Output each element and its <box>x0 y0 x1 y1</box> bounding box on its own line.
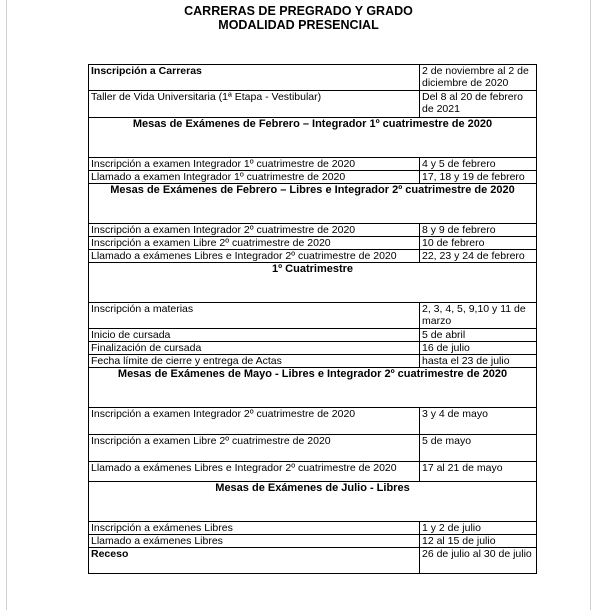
event-date: 3 y 4 de mayo <box>420 408 537 435</box>
event-label: Finalización de cursada <box>89 342 420 355</box>
event-label: Llamado a exámenes Libres e Integrador 2º cuatrimestre de 2020 <box>89 250 420 263</box>
section-header-row <box>89 368 537 408</box>
event-date: 5 de abril <box>420 329 537 342</box>
document-subtitle: MODALIDAD PRESENCIAL <box>218 18 379 32</box>
table-row <box>89 158 537 171</box>
section-header: Mesas de Exámenes de Julio - Libres <box>89 482 537 522</box>
table-row <box>89 303 537 329</box>
event-label: Inscripción a examen Integrador 2º cuatrimestre de 2020 <box>89 408 420 435</box>
event-date: 10 de febrero <box>420 237 537 250</box>
section-header: Mesas de Exámenes de Febrero – Libres e Integrador 2º cuatrimestre de 2020 <box>89 184 537 224</box>
event-date: 22, 23 y 24 de febrero <box>420 250 537 263</box>
event-date: 2 de noviembre al 2 de diciembre de 2020 <box>420 65 537 91</box>
table-row <box>89 329 537 342</box>
section-header: Mesas de Exámenes de Mayo - Libres e Integrador 2º cuatrimestre de 2020 <box>89 368 537 408</box>
table-row <box>89 250 537 263</box>
event-label: Inscripción a examen Integrador 2º cuatrimestre de 2020 <box>89 224 420 237</box>
table-row <box>89 171 537 184</box>
event-date: 26 de julio al 30 de julio <box>420 548 537 574</box>
event-date: hasta el 23 de julio <box>420 355 537 368</box>
table-row <box>89 224 537 237</box>
event-label: Fecha límite de cierre y entrega de Actas <box>89 355 420 368</box>
event-label: Inscripción a exámenes Libres <box>89 522 420 535</box>
event-date: Del 8 al 20 de febrero de 2021 <box>420 91 537 118</box>
table-row <box>89 237 537 250</box>
section-header: Mesas de Exámenes de Febrero – Integrador 1º cuatrimestre de 2020 <box>89 118 537 158</box>
event-date: 17, 18 y 19 de febrero <box>420 171 537 184</box>
event-date: 16 de julio <box>420 342 537 355</box>
event-label: Inscripción a materias <box>89 303 420 329</box>
section-header-row <box>89 482 537 522</box>
event-label: Inscripción a examen Libre 2º cuatrimestre de 2020 <box>89 435 420 462</box>
calendar-table <box>88 64 537 574</box>
table-row <box>89 462 537 482</box>
table-row <box>89 342 537 355</box>
section-header-row <box>89 263 537 303</box>
event-date: 12 al 15 de julio <box>420 535 537 548</box>
event-date: 1 y 2 de julio <box>420 522 537 535</box>
event-label: Inscripción a examen Integrador 1º cuatrimestre de 2020 <box>89 158 420 171</box>
event-label: Llamado a exámenes Libres <box>89 535 420 548</box>
table-row <box>89 355 537 368</box>
page-edge-left <box>6 0 7 610</box>
section-header-row <box>89 118 537 158</box>
event-label: Taller de Vida Universitaria (1ª Etapa - Vestibular) <box>89 91 420 118</box>
event-date: 2, 3, 4, 5, 9,10 y 11 de marzo <box>420 303 537 329</box>
section-header-row <box>89 184 537 224</box>
section-header: 1º Cuatrimestre <box>89 263 537 303</box>
event-date: 4 y 5 de febrero <box>420 158 537 171</box>
table-row <box>89 535 537 548</box>
page-edge-right <box>590 0 591 610</box>
table-row <box>89 65 537 91</box>
event-date: 8 y 9 de febrero <box>420 224 537 237</box>
event-label: Llamado a examen Integrador 1º cuatrimestre de 2020 <box>89 171 420 184</box>
table-row <box>89 548 537 574</box>
event-label: Inscripción a examen Libre 2º cuatrimestre de 2020 <box>89 237 420 250</box>
event-label: Llamado a exámenes Libres e Integrador 2º cuatrimestre de 2020 <box>89 462 420 482</box>
table-row <box>89 522 537 535</box>
event-date: 5 de mayo <box>420 435 537 462</box>
event-label: Inscripción a Carreras <box>89 65 420 91</box>
event-label: Inicio de cursada <box>89 329 420 342</box>
event-label: Receso <box>89 548 420 574</box>
table-row <box>89 408 537 435</box>
document-title: CARRERAS DE PREGRADO Y GRADO <box>184 4 413 18</box>
table-row <box>89 435 537 462</box>
table-row <box>89 91 537 118</box>
event-date: 17 al 21 de mayo <box>420 462 537 482</box>
